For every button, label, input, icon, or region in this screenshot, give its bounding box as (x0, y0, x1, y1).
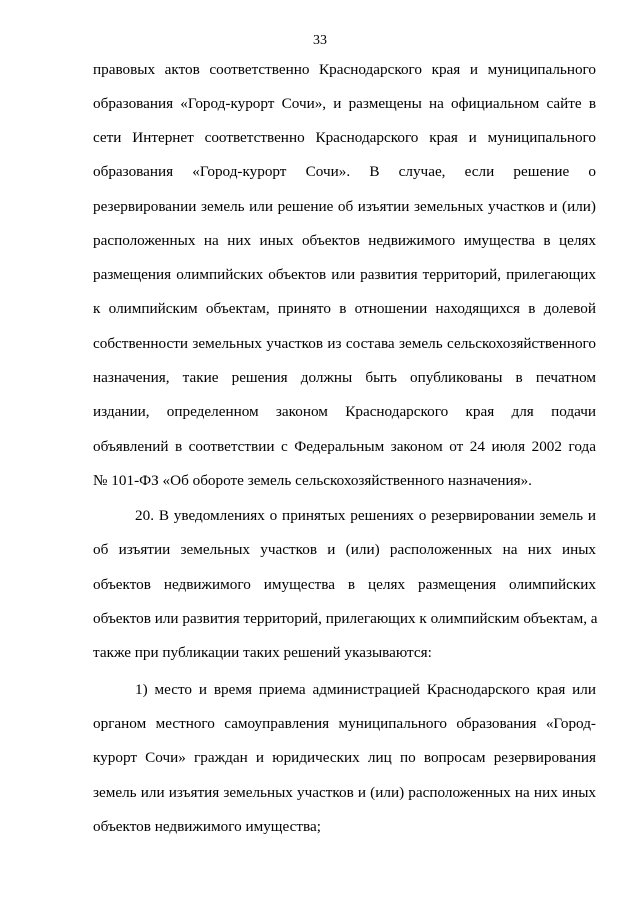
text-line: также при публикации таких решений указываются: (93, 644, 432, 661)
text-line: расположенных на них иных объектов недвижимого имущества в целях (93, 232, 596, 249)
text-line: правовых актов соответственно Краснодарского края и муниципального (93, 61, 596, 78)
text-line: объектов или развития территорий, прилегающих к олимпийским объектам, а (93, 610, 598, 627)
text-line: об изъятии земельных участков и (или) расположенных на них иных (93, 541, 596, 558)
text-line: собственности земельных участков из состава земель сельскохозяйственного (93, 335, 596, 352)
paragraph-first-line: 20. В уведомлениях о принятых решениях о резервировании земель и (135, 507, 596, 524)
text-line: органом местного самоуправления муниципального образования «Город- (93, 715, 596, 732)
text-line: издании, определенном законом Краснодарского края для подачи (93, 403, 596, 420)
text-line: объявлений в соответствии с Федеральным законом от 24 июля 2002 года (93, 438, 596, 455)
text-line: размещения олимпийских объектов или развития территорий, прилегающих (93, 266, 596, 283)
text-line: № 101-ФЗ «Об обороте земель сельскохозяйственного назначения». (93, 472, 532, 489)
text-line: резервировании земель или решение об изъятии земельных участков и (или) (93, 198, 596, 215)
text-line: объектов недвижимого имущества в целях размещения олимпийских (93, 576, 596, 593)
text-line: назначения, такие решения должны быть опубликованы в печатном (93, 369, 596, 386)
text-line: образования «Город-курорт Сочи», и размещены на официальном сайте в (93, 95, 596, 112)
text-line: сети Интернет соответственно Краснодарского края и муниципального (93, 129, 596, 146)
text-line: объектов недвижимого имущества; (93, 818, 321, 835)
text-line: к олимпийским объектам, принято в отношении находящихся в долевой (93, 300, 596, 317)
text-line: образования «Город-курорт Сочи». В случае, если решение о (93, 163, 596, 180)
text-line: земель или изъятия земельных участков и (или) расположенных на них иных (93, 784, 596, 801)
text-line: курорт Сочи» граждан и юридических лиц по вопросам резервирования (93, 749, 596, 766)
paragraph-first-line: 1) место и время приема администрацией Краснодарского края или (135, 681, 596, 698)
page-number: 33 (313, 33, 327, 48)
